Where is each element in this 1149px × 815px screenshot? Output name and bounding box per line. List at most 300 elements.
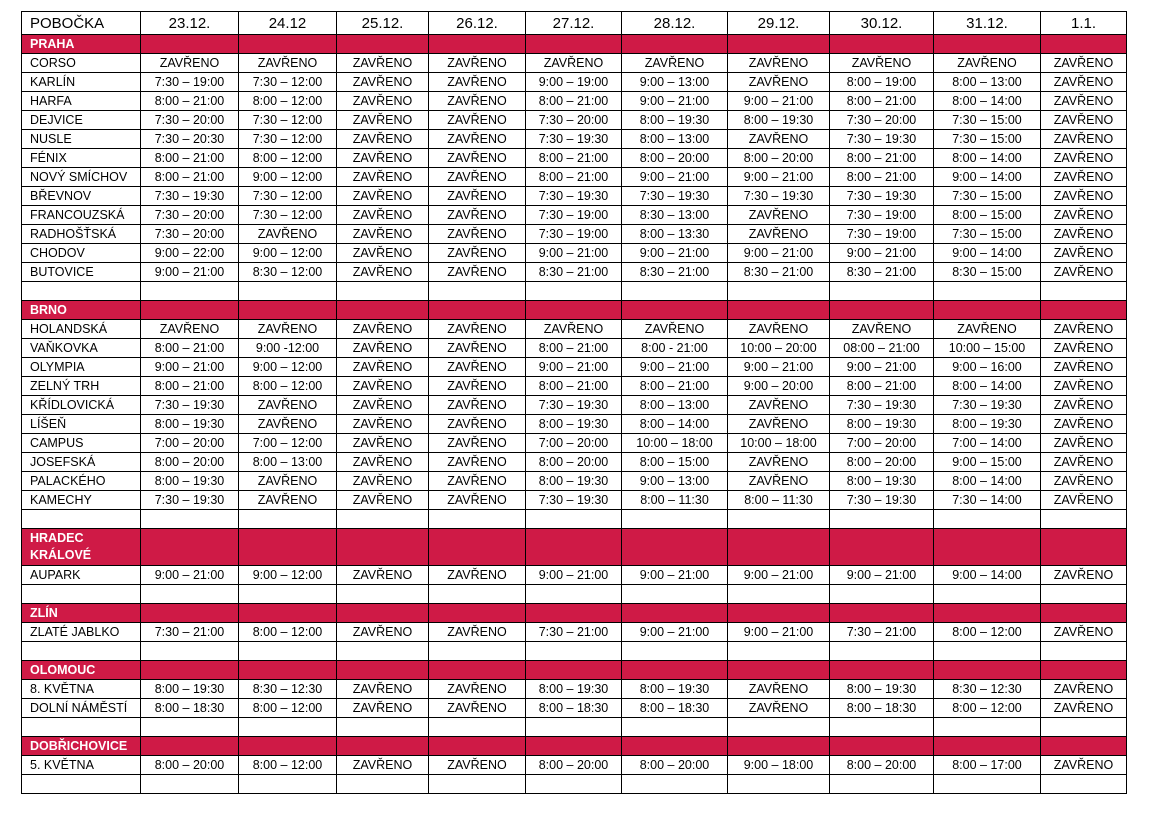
section-fill-cell — [934, 661, 1041, 680]
hours-cell: 8:00 – 14:00 — [934, 472, 1041, 491]
section-fill-cell — [337, 529, 429, 566]
section-fill-cell — [239, 529, 337, 566]
hours-cell: 7:30 – 15:00 — [934, 111, 1041, 130]
hours-cell: 7:30 – 19:00 — [526, 225, 622, 244]
hours-cell: 7:30 – 21:00 — [141, 623, 239, 642]
hours-cell: 8:30 – 12:30 — [934, 680, 1041, 699]
branch-name: HARFA — [22, 92, 141, 111]
hours-cell: 7:30 – 15:00 — [934, 225, 1041, 244]
hours-cell: ZAVŘENO — [1041, 699, 1127, 718]
hours-cell: 7:30 – 19:30 — [526, 491, 622, 510]
branch-name: RADHOŠŤSKÁ — [22, 225, 141, 244]
hours-cell: 9:00 – 21:00 — [141, 263, 239, 282]
section-fill-cell — [526, 661, 622, 680]
section-fill-cell — [934, 35, 1041, 54]
hours-cell: ZAVŘENO — [1041, 623, 1127, 642]
section-fill-cell — [1041, 661, 1127, 680]
section-title: HRADEC KRÁLOVÉ — [22, 529, 141, 566]
hours-cell: ZAVŘENO — [337, 339, 429, 358]
date-header: 23.12. — [141, 12, 239, 35]
hours-cell: ZAVŘENO — [429, 699, 526, 718]
table-row — [22, 377, 1127, 396]
empty-cell — [429, 282, 526, 301]
hours-cell: 8:00 – 20:00 — [728, 149, 830, 168]
section-title: DOBŘICHOVICE — [22, 737, 141, 756]
section-title: BRNO — [22, 301, 141, 320]
empty-cell — [728, 718, 830, 737]
hours-cell: 8:00 – 20:00 — [526, 756, 622, 775]
hours-cell: 9:00 – 21:00 — [622, 566, 728, 585]
hours-cell: 8:00 – 19:30 — [830, 415, 934, 434]
hours-cell: ZAVŘENO — [337, 225, 429, 244]
table-row — [22, 244, 1127, 263]
empty-cell — [337, 510, 429, 529]
section-fill-cell — [830, 604, 934, 623]
branch-name: KARLÍN — [22, 73, 141, 92]
section-fill-cell — [622, 301, 728, 320]
hours-cell: 9:00 – 12:00 — [239, 566, 337, 585]
table-row — [22, 434, 1127, 453]
hours-cell: 7:00 – 20:00 — [141, 434, 239, 453]
hours-cell: ZAVŘENO — [239, 54, 337, 73]
branch-name: LÍŠEŇ — [22, 415, 141, 434]
table-row — [22, 623, 1127, 642]
hours-cell: 8:00 – 20:00 — [141, 756, 239, 775]
section-fill-cell — [141, 529, 239, 566]
hours-cell: 8:00 – 20:00 — [141, 453, 239, 472]
hours-cell: 8:00 – 12:00 — [239, 699, 337, 718]
hours-cell: 8:00 – 19:30 — [141, 415, 239, 434]
hours-cell: 9:00 – 16:00 — [934, 358, 1041, 377]
hours-cell: 8:00 – 14:00 — [934, 149, 1041, 168]
section-fill-cell — [429, 301, 526, 320]
hours-cell: 8:00 – 13:00 — [622, 130, 728, 149]
hours-cell: 8:30 – 13:00 — [622, 206, 728, 225]
hours-cell: 8:00 – 21:00 — [526, 168, 622, 187]
hours-cell: ZAVŘENO — [337, 472, 429, 491]
hours-cell: ZAVŘENO — [239, 396, 337, 415]
empty-cell — [239, 282, 337, 301]
empty-cell — [622, 642, 728, 661]
section-fill-cell — [728, 737, 830, 756]
branch-name: PALACKÉHO — [22, 472, 141, 491]
section-header-row — [22, 737, 1127, 756]
branch-name: DOLNÍ NÁMĚSTÍ — [22, 699, 141, 718]
date-header: 30.12. — [830, 12, 934, 35]
hours-cell: ZAVŘENO — [337, 73, 429, 92]
hours-cell: ZAVŘENO — [728, 415, 830, 434]
hours-cell: 9:00 – 19:00 — [526, 73, 622, 92]
hours-cell: ZAVŘENO — [337, 566, 429, 585]
table-row — [22, 358, 1127, 377]
hours-cell: 7:30 – 19:00 — [830, 206, 934, 225]
hours-cell: 8:00 - 21:00 — [622, 339, 728, 358]
hours-cell: 7:30 – 21:00 — [830, 623, 934, 642]
empty-cell — [141, 510, 239, 529]
hours-cell: ZAVŘENO — [337, 320, 429, 339]
branch-name: NUSLE — [22, 130, 141, 149]
hours-cell: ZAVŘENO — [1041, 396, 1127, 415]
hours-cell: ZAVŘENO — [429, 54, 526, 73]
hours-cell: 8:00 – 19:30 — [830, 680, 934, 699]
hours-cell: ZAVŘENO — [337, 453, 429, 472]
hours-cell: 8:00 – 19:30 — [622, 111, 728, 130]
date-header: 29.12. — [728, 12, 830, 35]
spacer-row — [22, 282, 1127, 301]
spacer-row — [22, 718, 1127, 737]
hours-cell: 9:00 – 21:00 — [830, 566, 934, 585]
hours-cell: ZAVŘENO — [239, 320, 337, 339]
section-fill-cell — [337, 737, 429, 756]
hours-cell: ZAVŘENO — [429, 206, 526, 225]
section-title: ZLÍN — [22, 604, 141, 623]
hours-cell: 8:00 – 21:00 — [141, 377, 239, 396]
hours-cell: 8:00 – 11:30 — [728, 491, 830, 510]
hours-cell: 8:00 – 17:00 — [934, 756, 1041, 775]
table-row — [22, 680, 1127, 699]
empty-cell — [728, 585, 830, 604]
branch-name: CAMPUS — [22, 434, 141, 453]
hours-cell: ZAVŘENO — [1041, 111, 1127, 130]
empty-cell — [728, 282, 830, 301]
hours-cell: 8:00 – 20:00 — [526, 453, 622, 472]
hours-cell: ZAVŘENO — [622, 54, 728, 73]
empty-cell — [429, 510, 526, 529]
hours-cell: ZAVŘENO — [337, 491, 429, 510]
hours-cell: ZAVŘENO — [429, 187, 526, 206]
empty-cell — [429, 642, 526, 661]
section-fill-cell — [239, 301, 337, 320]
hours-cell: 8:00 – 14:00 — [934, 92, 1041, 111]
section-fill-cell — [141, 301, 239, 320]
table-row — [22, 453, 1127, 472]
hours-cell: 8:00 – 14:00 — [622, 415, 728, 434]
hours-cell: 8:00 – 13:00 — [239, 453, 337, 472]
hours-cell: ZAVŘENO — [429, 680, 526, 699]
hours-cell: 8:00 – 21:00 — [526, 92, 622, 111]
section-fill-cell — [1041, 35, 1127, 54]
section-fill-cell — [728, 661, 830, 680]
hours-cell: 9:00 – 13:00 — [622, 73, 728, 92]
hours-cell: ZAVŘENO — [337, 756, 429, 775]
hours-cell: 9:00 – 15:00 — [934, 453, 1041, 472]
spacer-row — [22, 510, 1127, 529]
branch-name: OLYMPIA — [22, 358, 141, 377]
section-fill-cell — [728, 604, 830, 623]
hours-cell: ZAVŘENO — [337, 415, 429, 434]
hours-cell: ZAVŘENO — [622, 320, 728, 339]
hours-cell: 9:00 – 21:00 — [728, 244, 830, 263]
hours-cell: 7:30 – 12:00 — [239, 187, 337, 206]
hours-cell: ZAVŘENO — [429, 453, 526, 472]
section-fill-cell — [1041, 301, 1127, 320]
hours-cell: 9:00 – 21:00 — [830, 244, 934, 263]
hours-cell: 8:00 – 19:30 — [141, 680, 239, 699]
empty-cell — [526, 585, 622, 604]
section-fill-cell — [1041, 529, 1127, 566]
hours-cell: ZAVŘENO — [429, 623, 526, 642]
hours-cell: ZAVŘENO — [337, 680, 429, 699]
hours-cell: 7:30 – 19:30 — [526, 396, 622, 415]
hours-cell: 7:30 – 19:30 — [141, 187, 239, 206]
section-header-row — [22, 35, 1127, 54]
hours-cell: 9:00 – 12:00 — [239, 168, 337, 187]
hours-cell: 7:30 – 12:00 — [239, 111, 337, 130]
hours-cell: 8:00 – 19:30 — [526, 680, 622, 699]
hours-cell: ZAVŘENO — [337, 111, 429, 130]
hours-cell: 8:30 – 12:30 — [239, 680, 337, 699]
section-fill-cell — [526, 737, 622, 756]
opening-hours-table — [21, 11, 1127, 794]
empty-cell — [1041, 282, 1127, 301]
section-fill-cell — [830, 529, 934, 566]
spacer-row — [22, 585, 1127, 604]
date-header: 28.12. — [622, 12, 728, 35]
hours-cell: 7:30 – 19:00 — [830, 225, 934, 244]
hours-cell: 7:00 – 20:00 — [526, 434, 622, 453]
table-body — [22, 12, 1127, 794]
table-row — [22, 92, 1127, 111]
empty-cell — [22, 282, 141, 301]
hours-cell: 7:30 – 20:00 — [141, 111, 239, 130]
empty-cell — [337, 775, 429, 794]
section-fill-cell — [337, 35, 429, 54]
date-header: 27.12. — [526, 12, 622, 35]
hours-cell: ZAVŘENO — [337, 187, 429, 206]
hours-cell: 9:00 – 21:00 — [526, 566, 622, 585]
table-row — [22, 339, 1127, 358]
hours-cell: 7:30 – 12:00 — [239, 206, 337, 225]
section-fill-cell — [830, 301, 934, 320]
hours-cell: 9:00 – 21:00 — [830, 358, 934, 377]
hours-cell: ZAVŘENO — [1041, 320, 1127, 339]
hours-cell: 8:00 – 19:30 — [526, 415, 622, 434]
hours-cell: 7:30 – 20:00 — [141, 206, 239, 225]
section-fill-cell — [429, 737, 526, 756]
section-fill-cell — [429, 604, 526, 623]
hours-cell: 7:30 – 19:30 — [830, 187, 934, 206]
section-fill-cell — [1041, 737, 1127, 756]
hours-cell: 8:00 – 12:00 — [934, 699, 1041, 718]
empty-cell — [1041, 510, 1127, 529]
empty-cell — [934, 585, 1041, 604]
hours-cell: 08:00 – 21:00 — [830, 339, 934, 358]
hours-cell: 8:00 – 21:00 — [141, 339, 239, 358]
hours-cell: 8:00 – 12:00 — [239, 377, 337, 396]
section-fill-cell — [239, 35, 337, 54]
table-row — [22, 263, 1127, 282]
table-row — [22, 472, 1127, 491]
section-fill-cell — [622, 737, 728, 756]
section-fill-cell — [141, 661, 239, 680]
header-row — [22, 12, 1127, 35]
date-header: 25.12. — [337, 12, 429, 35]
empty-cell — [337, 642, 429, 661]
hours-cell: 9:00 – 14:00 — [934, 168, 1041, 187]
hours-cell: ZAVŘENO — [1041, 358, 1127, 377]
empty-cell — [22, 510, 141, 529]
hours-cell: 8:00 – 18:30 — [622, 699, 728, 718]
hours-cell: 7:30 – 14:00 — [934, 491, 1041, 510]
empty-cell — [337, 585, 429, 604]
hours-cell: 7:30 – 19:30 — [830, 491, 934, 510]
empty-cell — [526, 718, 622, 737]
hours-cell: ZAVŘENO — [728, 225, 830, 244]
hours-cell: ZAVŘENO — [429, 434, 526, 453]
empty-cell — [526, 282, 622, 301]
section-fill-cell — [526, 529, 622, 566]
hours-cell: 8:00 – 20:00 — [622, 756, 728, 775]
empty-cell — [239, 642, 337, 661]
hours-cell: 8:00 – 12:00 — [934, 623, 1041, 642]
hours-cell: ZAVŘENO — [337, 130, 429, 149]
empty-cell — [22, 718, 141, 737]
section-fill-cell — [934, 604, 1041, 623]
spacer-row — [22, 642, 1127, 661]
empty-cell — [830, 775, 934, 794]
hours-cell: ZAVŘENO — [429, 225, 526, 244]
empty-cell — [934, 775, 1041, 794]
empty-cell — [429, 718, 526, 737]
hours-cell: 9:00 – 18:00 — [728, 756, 830, 775]
section-fill-cell — [239, 604, 337, 623]
hours-cell: ZAVŘENO — [1041, 491, 1127, 510]
branch-name: ZELNÝ TRH — [22, 377, 141, 396]
hours-cell: ZAVŘENO — [1041, 415, 1127, 434]
hours-cell: ZAVŘENO — [337, 358, 429, 377]
section-fill-cell — [141, 737, 239, 756]
hours-cell: 8:30 – 12:00 — [239, 263, 337, 282]
hours-cell: 8:00 – 14:00 — [934, 377, 1041, 396]
hours-cell: 7:00 – 14:00 — [934, 434, 1041, 453]
hours-cell: 8:00 – 18:30 — [526, 699, 622, 718]
table-row — [22, 415, 1127, 434]
empty-cell — [141, 642, 239, 661]
section-fill-cell — [1041, 604, 1127, 623]
hours-cell: 8:00 – 20:00 — [830, 756, 934, 775]
branch-name: FRANCOUZSKÁ — [22, 206, 141, 225]
hours-cell: ZAVŘENO — [1041, 263, 1127, 282]
hours-cell: ZAVŘENO — [728, 453, 830, 472]
date-header: 31.12. — [934, 12, 1041, 35]
hours-cell: ZAVŘENO — [141, 54, 239, 73]
table-row — [22, 149, 1127, 168]
section-fill-cell — [429, 529, 526, 566]
section-fill-cell — [239, 737, 337, 756]
hours-cell: 8:30 – 21:00 — [728, 263, 830, 282]
branch-name: KAMECHY — [22, 491, 141, 510]
hours-cell: ZAVŘENO — [337, 244, 429, 263]
hours-cell: ZAVŘENO — [934, 54, 1041, 73]
table-row — [22, 73, 1127, 92]
hours-cell: 10:00 – 20:00 — [728, 339, 830, 358]
hours-cell: 7:30 – 19:30 — [526, 187, 622, 206]
table-row — [22, 187, 1127, 206]
empty-cell — [622, 585, 728, 604]
hours-cell: ZAVŘENO — [337, 377, 429, 396]
hours-cell: 8:00 – 13:00 — [934, 73, 1041, 92]
section-fill-cell — [934, 737, 1041, 756]
section-fill-cell — [141, 35, 239, 54]
hours-cell: ZAVŘENO — [728, 699, 830, 718]
branch-name: 8. KVĚTNA — [22, 680, 141, 699]
hours-cell: ZAVŘENO — [429, 168, 526, 187]
hours-cell: ZAVŘENO — [1041, 73, 1127, 92]
hours-cell: 8:00 – 12:00 — [239, 92, 337, 111]
hours-cell: 8:00 – 15:00 — [934, 206, 1041, 225]
table-row — [22, 225, 1127, 244]
hours-cell: 8:00 – 18:30 — [830, 699, 934, 718]
hours-cell: ZAVŘENO — [429, 377, 526, 396]
hours-cell: ZAVŘENO — [337, 149, 429, 168]
empty-cell — [830, 282, 934, 301]
hours-cell: 7:30 – 21:00 — [526, 623, 622, 642]
hours-cell: 8:00 – 21:00 — [622, 377, 728, 396]
hours-cell: ZAVŘENO — [429, 358, 526, 377]
table-row — [22, 54, 1127, 73]
hours-cell: 7:30 – 12:00 — [239, 73, 337, 92]
hours-cell: 8:30 – 21:00 — [526, 263, 622, 282]
hours-cell: ZAVŘENO — [429, 756, 526, 775]
empty-cell — [239, 510, 337, 529]
section-header-row — [22, 661, 1127, 680]
hours-cell: 9:00 – 21:00 — [526, 358, 622, 377]
empty-cell — [830, 510, 934, 529]
hours-cell: 8:00 – 21:00 — [141, 168, 239, 187]
empty-cell — [1041, 642, 1127, 661]
empty-cell — [22, 642, 141, 661]
hours-cell: 8:00 – 19:30 — [934, 415, 1041, 434]
section-fill-cell — [728, 301, 830, 320]
empty-cell — [22, 585, 141, 604]
empty-cell — [239, 585, 337, 604]
hours-cell: 7:30 – 19:00 — [526, 206, 622, 225]
section-fill-cell — [728, 529, 830, 566]
hours-cell: 8:00 – 13:30 — [622, 225, 728, 244]
table-row — [22, 756, 1127, 775]
hours-cell: ZAVŘENO — [728, 680, 830, 699]
empty-cell — [429, 585, 526, 604]
branch-name: FÉNIX — [22, 149, 141, 168]
hours-cell: 9:00 – 21:00 — [622, 244, 728, 263]
section-fill-cell — [429, 661, 526, 680]
hours-cell: 8:00 – 21:00 — [830, 377, 934, 396]
branch-name: NOVÝ SMÍCHOV — [22, 168, 141, 187]
hours-cell: ZAVŘENO — [429, 149, 526, 168]
empty-cell — [830, 642, 934, 661]
hours-cell: 9:00 – 14:00 — [934, 566, 1041, 585]
empty-cell — [934, 642, 1041, 661]
hours-cell: 7:30 – 19:30 — [141, 396, 239, 415]
hours-cell: 8:00 – 15:00 — [622, 453, 728, 472]
hours-cell: ZAVŘENO — [429, 396, 526, 415]
hours-cell: 7:30 – 20:00 — [830, 111, 934, 130]
branch-name: DEJVICE — [22, 111, 141, 130]
hours-cell: 8:30 – 15:00 — [934, 263, 1041, 282]
date-header: 24.12 — [239, 12, 337, 35]
hours-cell: ZAVŘENO — [1041, 566, 1127, 585]
section-fill-cell — [622, 604, 728, 623]
branch-name: CHODOV — [22, 244, 141, 263]
branch-name: ZLATÉ JABLKO — [22, 623, 141, 642]
section-fill-cell — [337, 661, 429, 680]
empty-cell — [830, 585, 934, 604]
hours-cell: ZAVŘENO — [1041, 339, 1127, 358]
hours-cell: 7:30 – 19:30 — [526, 130, 622, 149]
hours-cell: 8:00 – 12:00 — [239, 149, 337, 168]
hours-cell: 7:30 – 19:30 — [622, 187, 728, 206]
hours-cell: 9:00 – 21:00 — [622, 92, 728, 111]
